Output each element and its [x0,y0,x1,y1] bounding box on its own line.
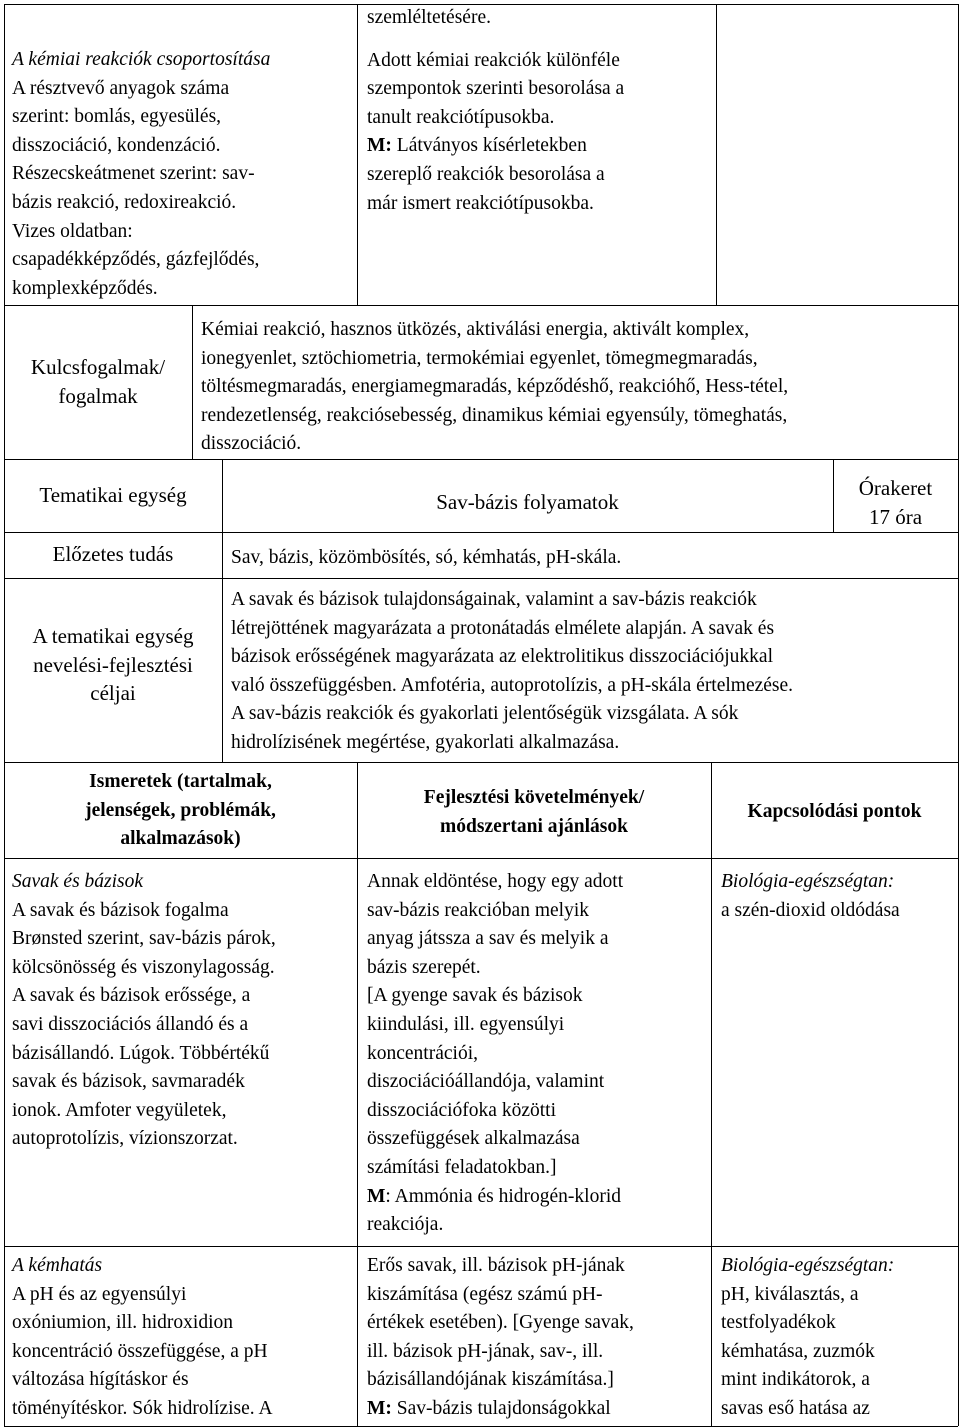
header-line: Ismeretek (tartalmak, [89,771,272,792]
text-line: A savak és bázisok tulajdonságainak, valamint a sav-bázis reakciók [231,589,757,610]
section-title: A kémhatás [12,1255,103,1276]
rule [357,762,358,1426]
method-prefix: M: [367,1397,392,1419]
method-line [367,1395,707,1424]
text-line: savas eső hatása az [721,1397,870,1419]
rule [4,858,958,859]
goals-label-line: A tematikai egység [32,624,194,648]
text-line: Vizes oldatban: [12,220,133,242]
text-line: oxóniumion, ill. hidroxidion [12,1312,234,1334]
rule [192,305,193,459]
text-line: bázisok erősségének magyarázata az elektrolitikus disszociációjukkal [231,646,773,668]
key-concepts-label-line: fogalmak [58,383,138,408]
header-line: módszertani ajánlások [440,815,628,837]
text-line: töményítéskor. Sók hidrolízise. A [12,1397,273,1419]
text-line: mint indikátorok, a [721,1369,870,1391]
column-header-connections: Kapcsolódási pontok [747,801,922,822]
text-line: kölcsönösség és viszonylagosság. [12,956,275,978]
rule [4,1246,958,1247]
method-text: Sav-bázis tulajdonságokkal [391,1397,611,1419]
column-header-requirements [357,784,711,841]
text-line: számítási feladatokban.] [367,1156,557,1178]
method-prefix: M [367,1185,386,1207]
text-line: autoprotolízis, vízionszorzat. [12,1128,238,1150]
text-line: csapadékképződés, gázfejlődés, [12,249,260,271]
text-line: kiszámítása (egész számú pH- [367,1283,603,1305]
prior-knowledge-label: Előzetes tudás [52,542,174,566]
method-line [367,1183,707,1212]
ph-connections [721,1252,957,1424]
text-line: kémhatása, zuzmók [721,1340,875,1362]
text-line: szerint: bomlás, egyesülés, [12,106,222,128]
method-prefix: M: [367,135,392,157]
rule [711,762,712,1426]
text-line: disszociáció, kondenzáció. [12,134,221,156]
text-line: koncentrációi, [367,1042,478,1064]
text-line: létrejöttének magyarázata a protonátadás elmélete alapján. A savak és [231,617,775,639]
hours-cell [833,474,958,531]
section-title: Savak és bázisok [12,871,144,892]
text-line: A pH és az egyensúlyi [12,1283,187,1305]
rule [4,532,958,533]
reaction-grouping-title: A kémiai reakciók csoportosítása [12,49,271,70]
hours-label: Órakeret [858,476,933,500]
acids-bases-connections [721,868,957,925]
text-line: ionok. Amfoter vegyületek, [12,1099,227,1121]
text-line: a szén-dioxid oldódása [721,899,900,921]
rule [357,4,358,305]
rule [4,305,958,306]
ph-requirements [367,1252,707,1424]
connection-subject: Biológia-egészségtan: [721,1255,895,1276]
ph-knowledge [12,1252,354,1424]
text-line: Erős savak, ill. bázisok pH-jának [367,1255,625,1276]
prior-knowledge-text: Sav, bázis, közömbösítés, só, kémhatás, pH-skála. [231,547,622,568]
top-requirements-cell [367,4,712,218]
goals-label-line: nevelési-fejlesztési [33,652,193,677]
acids-bases-requirements [367,868,707,1240]
unit-title: Sav-bázis folyamatok [436,490,619,514]
rule [4,4,5,1426]
text-line: A savak és bázisok fogalma [12,899,229,921]
text-line: Brønsted szerint, sav-bázis párok, [12,928,276,950]
text-line: pH, kiválasztás, a [721,1283,859,1305]
text-line: disszociációfoka közötti [367,1099,556,1121]
text-line: ionegyenlet, sztöchiometria, termokémiai egyenlet, tömegmegmaradás, [201,347,758,369]
header-line: jelenségek, problémák, [85,799,276,821]
rule [716,4,717,305]
reaction-grouping-cell [12,46,352,303]
text-line: testfolyadékok [721,1312,836,1334]
text-line: már ismert reakciótípusokba. [367,192,594,214]
text-line: bázisállandó. Lúgok. Többértékű [12,1042,270,1064]
text-line: való összefüggésben. Amfotéria, autoprotolízis, a pH-skála értelmezése. [231,674,794,696]
text-line: Kémiai reakció, hasznos ütközés, aktiválási energia, aktivált komplex, [201,319,750,340]
goals-label [4,622,222,708]
text-line: disszociáció. [201,433,302,455]
text-line: savi disszociációs állandó és a [12,1013,249,1035]
text-line: Adott kémiai reakciók különféle [367,49,620,71]
text-line: sav-bázis reakcióban melyik [367,899,589,921]
text-line: tanult reakciótípusokba. [367,106,555,128]
goals-label-line: céljai [90,681,136,706]
rule [958,4,959,1426]
header-line: alkalmazások) [120,828,241,850]
text-line: rendezetlenség, reakciósebesség, dinamikus kémiai egyensúly, tömeghatás, [201,404,788,426]
text-line: diszociációállandója, valamint [367,1071,605,1093]
method-line [367,132,712,161]
rule [4,578,958,579]
text-line: A résztvevő anyagok száma [12,77,230,99]
unit-label: Tematikai egység [39,483,187,507]
text-line: [A gyenge savak és bázisok [367,985,583,1007]
text-line: szemléltetésére. [367,7,491,28]
text-line: összefüggések alkalmazása [367,1128,580,1150]
text-line: reakciója. [367,1214,444,1236]
text-line: bázisállandójának kiszámítása.] [367,1369,614,1391]
text-line: értékek esetében). [Gyenge savak, [367,1312,634,1334]
text-line: ill. bázisok pH-jának, sav-, ill. [367,1340,604,1362]
key-concepts-text [201,316,956,459]
text-line: töltésmegmaradás, energiamegmaradás, képződéshő, reakcióhő, Hess-tétel, [201,376,789,398]
text-line: hidrolízisének megértése, gyakorlati alkalmazása. [231,731,620,753]
key-concepts-label [4,353,192,410]
text-line: komplexképződés. [12,277,158,299]
text-line: koncentráció összefüggése, a pH [12,1340,268,1362]
text-line: változása hígításkor és [12,1369,189,1391]
column-header-knowledge [4,768,357,854]
header-line: Fejlesztési követelmények/ [423,787,645,808]
text-line: anyag játssza a sav és melyik a [367,928,609,950]
rule [4,762,958,763]
method-text: Látványos kísérletekben [396,135,587,157]
text-line: savak és bázisok, savmaradék [12,1071,245,1093]
hours-value: 17 óra [868,504,923,529]
text-line: bázis szerepét. [367,956,481,978]
text-line: kiindulási, ill. egyensúlyi [367,1013,565,1035]
method-text: : Ammónia és hidrogén-klorid [385,1185,621,1207]
connection-subject: Biológia-egészségtan: [721,871,895,892]
text-line: szereplő reakciók besorolása a [367,163,605,185]
text-line: Annak eldöntése, hogy egy adott [367,871,624,892]
text-line: A savak és bázisok erőssége, a [12,985,251,1007]
text-line: szempontok szerinti besorolása a [367,78,625,100]
key-concepts-label-line: Kulcsfogalmak/ [30,355,166,379]
text-line: Részecskeátmenet szerint: sav- [12,163,255,185]
acids-bases-knowledge [12,868,354,1154]
text-line: bázis reakció, redoxireakció. [12,191,237,213]
text-line: A sav-bázis reakciók és gyakorlati jelentőségük vizsgálata. A sók [231,703,739,725]
rule [4,459,958,460]
goals-text [231,586,956,758]
rule [4,1426,958,1427]
